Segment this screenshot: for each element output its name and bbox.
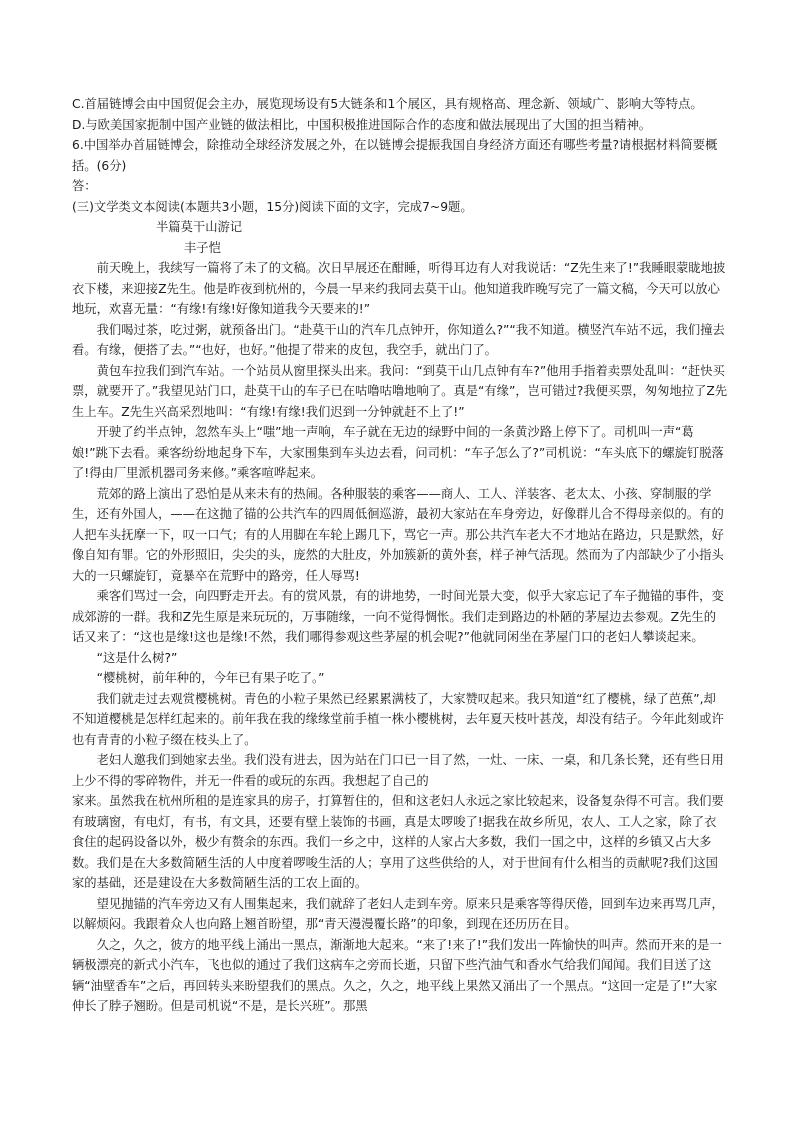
paragraph-8-continued: 家来。虽然我在杭州所租的是连家具的房子，打算暂住的，但和这老妇人永远之家比较起来，设备复杂得不可言。我们要有玻璃窗，有电灯，有书，有文具，还要有壁上装饰的书画，真是太啰唆了!据我在故乡所见，农人、工人之家，除了衣食住的起码设备以外，极少有赘余的东西。我们一乡之中，这样的人家占大多数，我们一国之中，这样的乡镇又占大多数。我们是在大多数简陋生活的人中度着啰唆生活的人；享用了这些供给的人，对于世间有什么相当的贡献呢?我们这国家的基础，还是建设在大多数简陋生活的工农上面的。: [72, 794, 724, 890]
paragraph-7: 我们就走过去观赏樱桃树。青色的小粒子果然已经累累满枝了，大家赞叹起来。我只知道“红了樱桃，绿了芭蕉”,却不知道樱桃是怎样红起来的。前年我在我的缘缘堂前手植一株小樱桃树，去年夏天枝叶甚茂，却没有结子。今年此刻或许也有青青的小粒子缀在枝头上了。: [72, 691, 724, 747]
paragraph-5: 荒郊的路上演出了恐怕是从来未有的热闹。各种服装的乘客——商人、工人、洋装客、老太太、小孩、穿制服的学生，还有外国人，——在这抛了锚的公共汽车的四周低徊巡游，最初大家站在车身旁边，好像群儿合不得母亲似的。有的人把车头抚摩一下，叹一口气；有的人用脚在车轮上踢几下，骂它一声。那公共汽车老大不才地站在路边，只是默然，好像自知有罪。它的外形照旧，尖尖的头，庞然的大肚皮，外加簇新的黄外套，样子神气活现。然而为了内部缺少了小指头大的一只螺旋钉，竟暴卒在荒野中的路旁，任人辱骂!: [72, 486, 724, 583]
option-c-text: C.首届链博会由中国贸促会主办，展览现场设有5大链条和1个展区，具有规格高、理念新、领域广、影响大等特点。: [72, 97, 703, 111]
article-author: 丰子恺: [184, 240, 221, 255]
article-title: 半篇莫干山游记: [156, 220, 243, 234]
paragraph-9: 望见抛锚的汽车旁边又有人围集起来，我们就辞了老妇人走到车旁。原来只是乘客等得厌倦，回到车边来再骂几声，以解烦闷。我跟着众人也向路上翘首盼望，那“青天漫漫覆长路”的印象，到现在还历历在目。: [72, 896, 724, 931]
document-page: [72, 94, 728, 1017]
paragraph-6: 乘客们骂过一会，向四野走开去。有的赏风景，有的讲地势，一时间光景大变，似乎大家忘记了车子抛锚的事件，变成郊游的一群。我和Z先生原是来玩玩的，万事随缘，一向不觉得惆怅。我们走到路边的朴陋的茅屋边去参观。Z先生的话又来了：“这也是缘!这也是缘!不然，我们哪得参观这些茅屋的机会呢?”他就同闲坐在茅屋门口的老妇人攀谈起来。: [72, 589, 724, 644]
paragraph-2: 我们喝过茶，吃过粥，就预备出门。“赴莫干山的汽车几点钟开，你知道么?”“我不知道。横竖汽车站不远，我们撞去看。有缘，便搭了去。”“也好，也好。”他提了带来的皮包，我空手，就出门了。: [72, 322, 725, 357]
paragraph-10: 久之，久之，彼方的地平线上涌出一黑点，渐渐地大起来。“来了!来了!”我们发出一阵愉快的叫声。然而开来的是一辆极漂亮的新式小汽车，飞也似的通过了我们这病车之旁而长逝，只留下些汽油气和香水气给我们闻闻。我们目送了这辆“油壁香车”之后，再回转头来盼望我们的黑点。久之，久之，地平线上果然又涌出了一个黑点。“这回一定是了!”大家伸长了脖子翘盼。但是司机说“不是，是长兴班”。那黑: [72, 937, 722, 1013]
answer-label: 答：: [72, 179, 97, 193]
section-heading: (三)文学类文本阅读(本题共3小题，15分)阅读下面的文字，完成7~9题。: [72, 199, 473, 214]
paragraph-8: 老妇人邀我们到她家去坐。我们没有进去，因为站在门口已一目了然，一灶、一床、一桌，和几条长凳，还有些日用上少不得的零碎物件，并无一件看的或玩的东西。我想起了自己的: [72, 753, 724, 788]
paragraph-4: 开驶了约半点钟，忽然车头上“嗤”地一声响，车子就在无边的绿野中间的一条黄沙路上停下了。司机叫一声“葛娘!”跳下去看。乘客纷纷地起身下车，大家围集到车头边去看，问司机：“车子怎么了?”司机说：“车头底下的螺旋钉脱落了!得由厂里派机器司务来修。”乘客喧哗起来。: [72, 425, 724, 480]
dialogue-line-2: “樱桃树，前年种的，今年已有果子吃了。”: [96, 671, 325, 685]
paragraph-1: 前天晚上，我续写一篇将了未了的文稿。次日早展还在酣睡，听得耳边有人对我说话：“Z先生来了!”我睡眼蒙眬地披衣下楼，来迎接Z先生。他是昨夜到杭州的，今晨一早来约我同去莫干山。他知道我昨晚写完了一篇文稿，今天可以放心地玩，欢喜无量：“有缘!有缘!好像知道我今天要来的!”: [72, 261, 726, 316]
dialogue-line-1: “这是什么树?”: [96, 650, 178, 665]
question-6-text: 6.中国举办首届链博会，除推动全球经济发展之外，在以链博会提振我国自身经济方面还有哪些考量?请根据材料简要概括。(6分): [72, 138, 718, 173]
paragraph-3: 黄包车拉我们到汽车站。一个站员从窗里探头出来。我问：“到莫干山几点钟有车?”他用手指着卖票处乱叫：“赶快买票，就要开了。”我望见站门口，赴莫干山的车子已在咕噜咕噜地响了。真是“有缘”，岂可错过?我便买票，匆匆地拉了Z先生上车。Z先生兴高采烈地叫：“有缘!有缘!我们迟到一分钟就赶不上了!”: [72, 363, 728, 419]
option-d-text: D.与欧美国家扼制中国产业链的做法相比，中国积极推进国际合作的态度和做法展现出了大国的担当精神。: [72, 117, 652, 132]
